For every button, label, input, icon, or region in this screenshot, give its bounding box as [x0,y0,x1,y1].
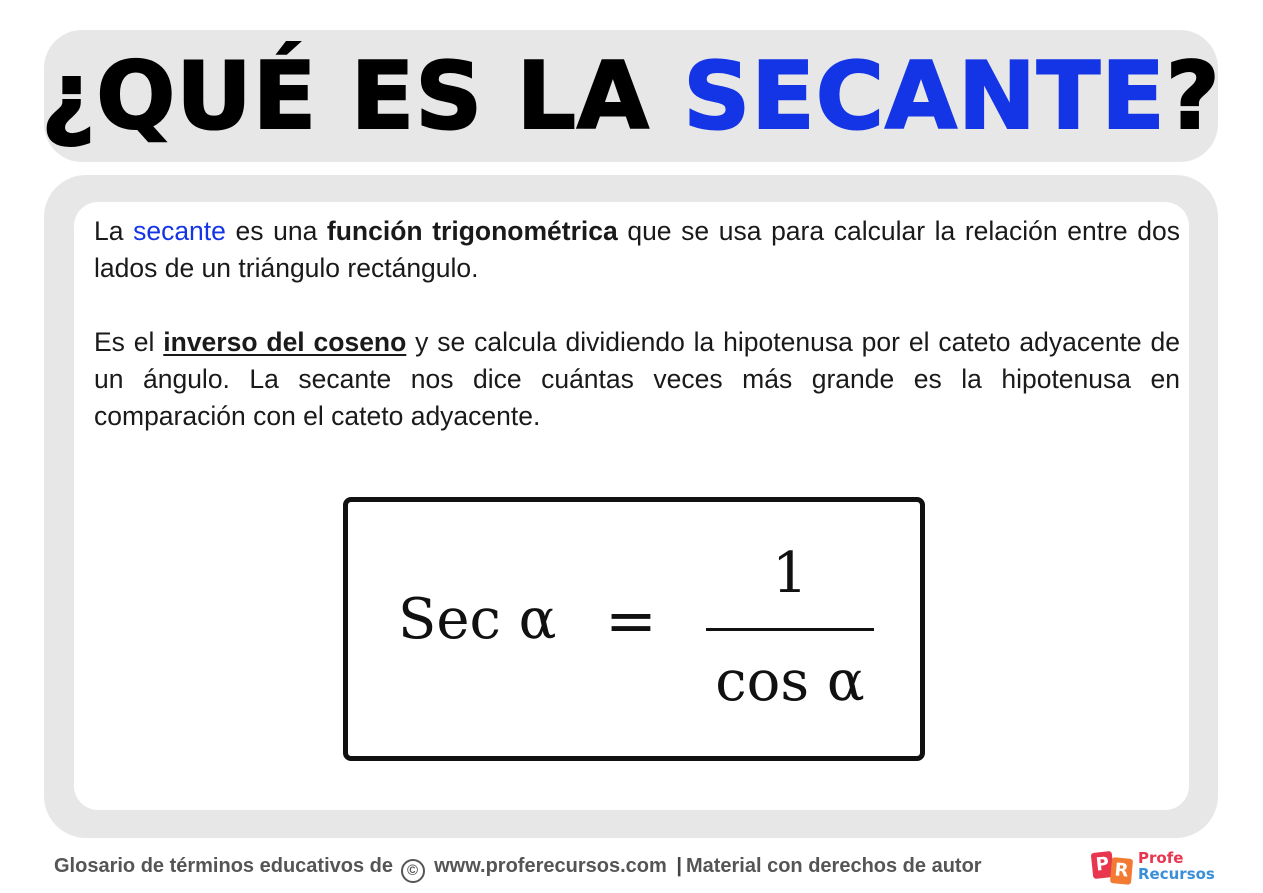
proferecursos-logo[interactable] [1092,848,1222,888]
footer-prefix: Glosario de términos educativos de [54,855,393,877]
p1-text-3: que se usa para calcular la relación entre dos lados de un triángulo rectángulo. [94,216,1180,283]
copyright-icon: © [401,859,425,883]
term-secante: secante [133,216,226,246]
title-prefix: ¿QUÉ ES LA [41,41,684,150]
definition-paragraph [94,213,1180,287]
p1-text-1: La [94,216,134,246]
footer-url-link[interactable]: www.proferecursos.com [434,855,667,877]
title-banner [41,30,1221,162]
explanation-paragraph [94,324,1180,435]
formula-numerator: 1 [772,541,808,606]
p2-text-2: y se calcula dividiendo la hipotenusa por el cateto adyacente de un ángulo. La secante nos dice cuántas veces más grande es la hipotenusa en comparación con el cateto adyacente. [94,327,1180,431]
logo-word-recursos: Recursos [1138,865,1215,883]
formula-equals-sign: = [605,584,657,657]
p1-text-2: es una [225,216,327,246]
title-suffix: ? [1165,41,1221,150]
title-accent-word: SECANTE [683,41,1166,150]
term-funcion-trigonometrica: función trigonométrica [326,216,618,246]
footer-separator: | [676,855,682,877]
page-title [41,41,1221,150]
fraction-bar [706,628,874,631]
logo-mark-icon [1092,848,1134,888]
formula-denominator: cos α [715,649,865,714]
p2-text-1: Es el [94,327,164,357]
logo-tile-r: R [1110,857,1133,885]
term-inverso-del-coseno: inverso del coseno [163,327,407,357]
logo-tile-p: P [1091,851,1115,879]
footer-credits [54,852,982,883]
footer-rights: Material con derechos de autor [685,855,982,877]
formula-lhs: Sec α [398,587,557,652]
logo-word-profe: Profe [1138,849,1184,867]
